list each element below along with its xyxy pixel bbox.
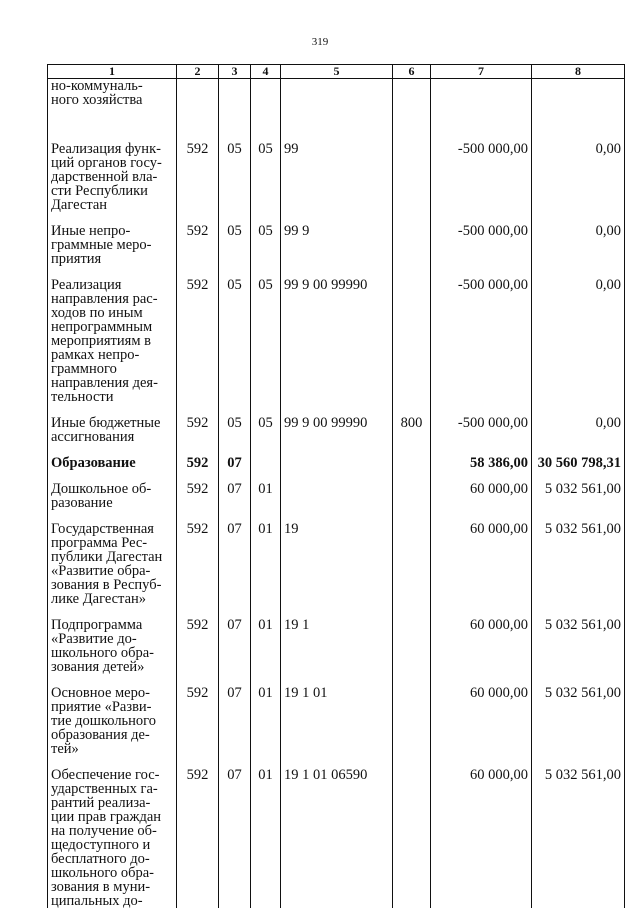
row-ministry-code: 592 bbox=[177, 212, 219, 266]
row-amount-total: 5 032 561,00 bbox=[532, 674, 625, 756]
col-header-5: 5 bbox=[281, 65, 393, 79]
row-section-code: 07 bbox=[219, 470, 251, 510]
table-row bbox=[48, 606, 625, 674]
col-header-2: 2 bbox=[177, 65, 219, 79]
table-row bbox=[48, 404, 625, 444]
row-name: Иные бюджетные ассигнования bbox=[48, 404, 177, 444]
row-name: Подпрограмма «Развитие до- школьного обра- зования детей» bbox=[48, 606, 177, 674]
table-row bbox=[48, 510, 625, 606]
row-subsection-code bbox=[251, 79, 281, 130]
row-amount-total: 0,00 bbox=[532, 212, 625, 266]
row-amount-change: 60 000,00 bbox=[431, 674, 532, 756]
row-amount-total: 0,00 bbox=[532, 266, 625, 404]
row-target-article bbox=[281, 79, 393, 130]
table-body bbox=[48, 79, 625, 908]
table-header bbox=[48, 65, 625, 79]
row-section-code: 05 bbox=[219, 404, 251, 444]
row-target-article: 19 bbox=[281, 510, 393, 606]
row-amount-change: 60 000,00 bbox=[431, 756, 532, 908]
table-row bbox=[48, 444, 625, 470]
row-ministry-code: 592 bbox=[177, 470, 219, 510]
row-amount-total: 5 032 561,00 bbox=[532, 470, 625, 510]
row-subsection-code: 05 bbox=[251, 130, 281, 212]
row-subsection-code: 05 bbox=[251, 212, 281, 266]
row-amount-change: 58 386,00 bbox=[431, 444, 532, 470]
row-expense-type bbox=[393, 756, 431, 908]
row-amount-change: 60 000,00 bbox=[431, 470, 532, 510]
row-name: Дошкольное об- разование bbox=[48, 470, 177, 510]
row-ministry-code: 592 bbox=[177, 510, 219, 606]
header-row bbox=[48, 65, 625, 79]
col-header-8: 8 bbox=[532, 65, 625, 79]
row-expense-type bbox=[393, 674, 431, 756]
row-subsection-code: 05 bbox=[251, 404, 281, 444]
row-name: Образование bbox=[48, 444, 177, 470]
row-target-article: 99 9 bbox=[281, 212, 393, 266]
row-ministry-code: 592 bbox=[177, 606, 219, 674]
row-amount-total bbox=[532, 79, 625, 130]
row-amount-change bbox=[431, 79, 532, 130]
row-target-article: 99 9 00 99990 bbox=[281, 266, 393, 404]
table-row bbox=[48, 79, 625, 130]
row-subsection-code: 01 bbox=[251, 470, 281, 510]
row-ministry-code: 592 bbox=[177, 444, 219, 470]
row-name: Основное меро- приятие «Разви- тие дошкольного образования де- тей» bbox=[48, 674, 177, 756]
col-header-6: 6 bbox=[393, 65, 431, 79]
budget-table bbox=[47, 64, 625, 908]
row-target-article: 99 9 00 99990 bbox=[281, 404, 393, 444]
row-section-code: 07 bbox=[219, 606, 251, 674]
row-target-article: 19 1 01 06590 bbox=[281, 756, 393, 908]
row-amount-total: 5 032 561,00 bbox=[532, 756, 625, 908]
row-amount-total: 0,00 bbox=[532, 130, 625, 212]
row-expense-type bbox=[393, 79, 431, 130]
row-expense-type bbox=[393, 606, 431, 674]
row-name: Обеспечение гос- ударственных га- рантий реализа- ции прав граждан на получение об- щедоступного и бесплатного до- школьного обра- зования в муни- ципальных до- bbox=[48, 756, 177, 908]
row-ministry-code: 592 bbox=[177, 756, 219, 908]
page-number: 319 bbox=[311, 36, 329, 48]
row-amount-total: 0,00 bbox=[532, 404, 625, 444]
row-subsection-code: 05 bbox=[251, 266, 281, 404]
row-section-code: 07 bbox=[219, 756, 251, 908]
row-name: Иные непро- граммные меро- приятия bbox=[48, 212, 177, 266]
row-subsection-code bbox=[251, 444, 281, 470]
col-header-1: 1 bbox=[48, 65, 177, 79]
row-target-article: 19 1 01 bbox=[281, 674, 393, 756]
row-subsection-code: 01 bbox=[251, 756, 281, 908]
row-expense-type bbox=[393, 444, 431, 470]
row-section-code: 07 bbox=[219, 444, 251, 470]
row-name: Государственная программа Рес- публики Дагестан «Развитие обра- зования в Респуб- лике Дагестан» bbox=[48, 510, 177, 606]
row-subsection-code: 01 bbox=[251, 606, 281, 674]
row-name: Реализация направления рас- ходов по иным непрограммным мероприятиям в рамках непро- граммного направления дея- тельности bbox=[48, 266, 177, 404]
row-target-article: 99 bbox=[281, 130, 393, 212]
row-section-code bbox=[219, 79, 251, 130]
row-target-article: 19 1 bbox=[281, 606, 393, 674]
row-subsection-code: 01 bbox=[251, 510, 281, 606]
row-ministry-code: 592 bbox=[177, 404, 219, 444]
row-expense-type bbox=[393, 212, 431, 266]
row-section-code: 05 bbox=[219, 130, 251, 212]
row-ministry-code: 592 bbox=[177, 674, 219, 756]
col-header-7: 7 bbox=[431, 65, 532, 79]
row-expense-type bbox=[393, 470, 431, 510]
row-expense-type: 800 bbox=[393, 404, 431, 444]
row-expense-type bbox=[393, 266, 431, 404]
row-expense-type bbox=[393, 510, 431, 606]
row-ministry-code: 592 bbox=[177, 266, 219, 404]
table-row bbox=[48, 470, 625, 510]
row-amount-change: 60 000,00 bbox=[431, 606, 532, 674]
row-target-article bbox=[281, 444, 393, 470]
row-amount-total: 30 560 798,31 bbox=[532, 444, 625, 470]
row-amount-total: 5 032 561,00 bbox=[532, 510, 625, 606]
table-row bbox=[48, 266, 625, 404]
row-section-code: 07 bbox=[219, 674, 251, 756]
row-expense-type bbox=[393, 130, 431, 212]
row-section-code: 05 bbox=[219, 266, 251, 404]
table-row bbox=[48, 130, 625, 212]
row-amount-change: -500 000,00 bbox=[431, 266, 532, 404]
row-subsection-code: 01 bbox=[251, 674, 281, 756]
row-target-article bbox=[281, 470, 393, 510]
row-ministry-code bbox=[177, 79, 219, 130]
row-amount-change: -500 000,00 bbox=[431, 404, 532, 444]
row-ministry-code: 592 bbox=[177, 130, 219, 212]
row-amount-total: 5 032 561,00 bbox=[532, 606, 625, 674]
row-amount-change: -500 000,00 bbox=[431, 212, 532, 266]
table-row bbox=[48, 674, 625, 756]
row-section-code: 05 bbox=[219, 212, 251, 266]
row-name: Реализация функ- ций органов госу- дарственной вла- сти Республики Дагестан bbox=[48, 130, 177, 212]
row-amount-change: 60 000,00 bbox=[431, 510, 532, 606]
row-section-code: 07 bbox=[219, 510, 251, 606]
table-row bbox=[48, 756, 625, 908]
col-header-4: 4 bbox=[251, 65, 281, 79]
table-row bbox=[48, 212, 625, 266]
row-amount-change: -500 000,00 bbox=[431, 130, 532, 212]
col-header-3: 3 bbox=[219, 65, 251, 79]
row-name: но-коммуналь- ного хозяйства bbox=[48, 79, 177, 130]
